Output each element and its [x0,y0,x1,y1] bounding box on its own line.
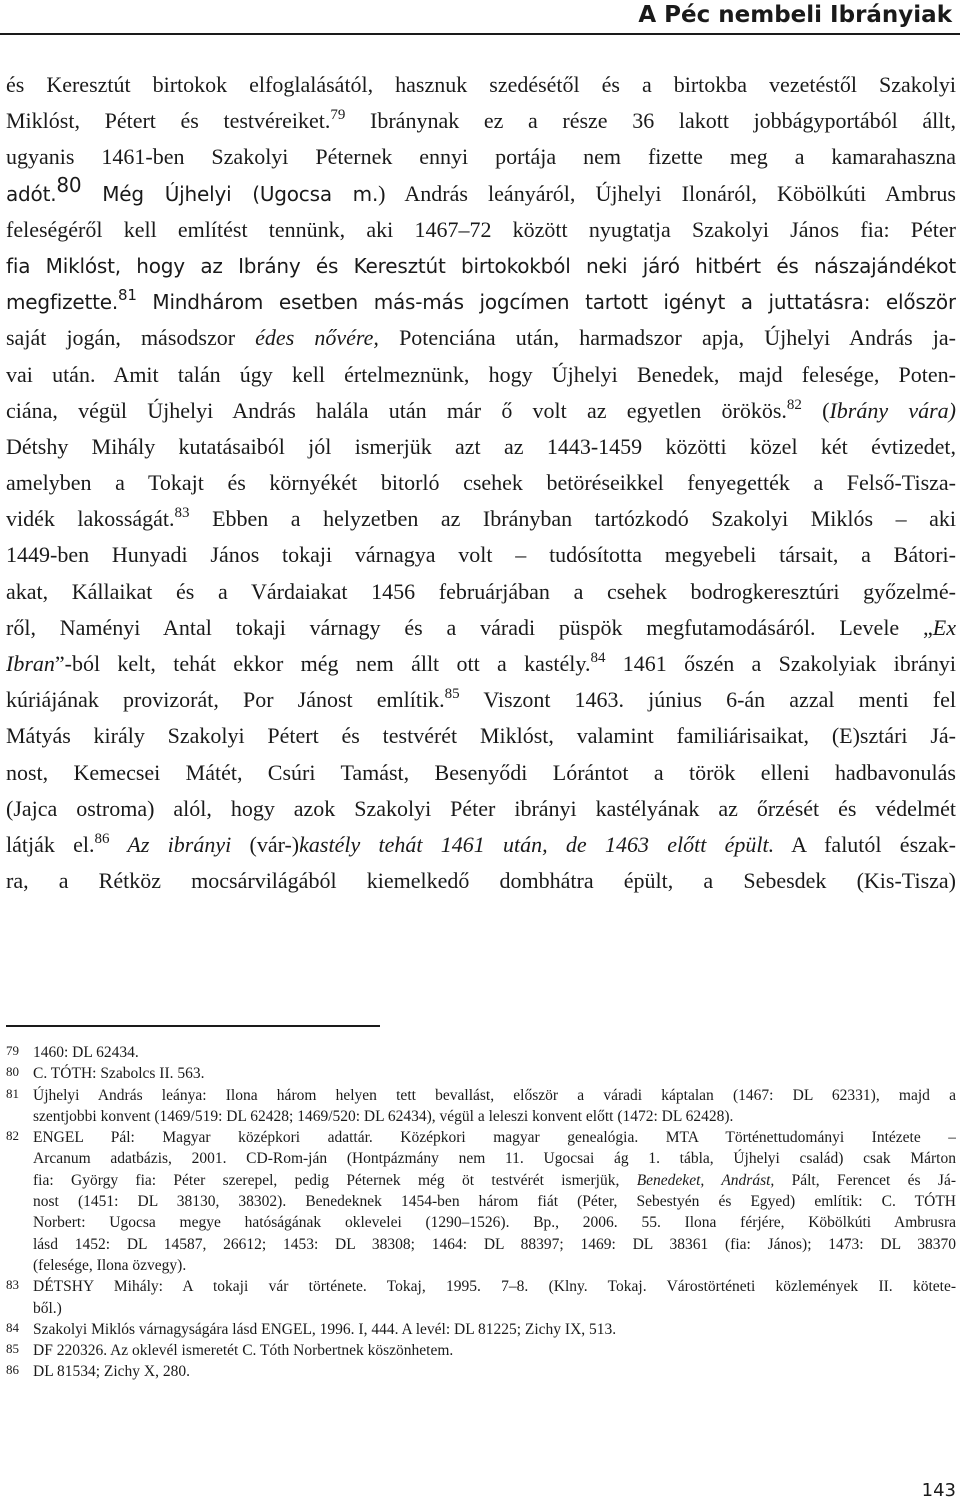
text-run: A falutól észak- [774,831,956,857]
text-line [6,139,956,175]
running-header [0,0,960,40]
text-run: és Keresztút birtokok elfoglalásától, hasznuk szedésétől és a birtokba vezetéstől Szakolyi [6,72,956,97]
italic-run: kastély tehát 1461 után, de 1463 előtt épült. [299,831,775,857]
text-run: ( [801,397,830,423]
footnote-line: C. TÓTH: Szabolcs II. 563. [33,1065,205,1083]
footnote-number: 81 [6,1085,19,1101]
footnote-line: ből.) [33,1299,62,1317]
footnote-line: Szakolyi Miklós várnagyságára lásd ENGEL, 1996. I, 444. A levél: DL 81225; Zichy IX, 513. [33,1320,617,1338]
text-run: (Jajca ostroma) alól, hogy azok Szakolyi Péter ibrányi kastélyának az őrzését és védelmét [6,795,956,821]
page-number: 143 [921,1480,956,1501]
text-run: 1461 őszén a Szakolyiak ibrányi [605,651,956,676]
footnote-ref-79[interactable]: 79 [330,107,346,124]
text-run: nost, Kemecsei Mátét, Csúri Tamást, Besenyődi Lórántot a török elleni hadbavonulás [6,759,956,785]
text-run: látják el. [6,831,95,857]
text-run: vidék lakosságát. [6,506,175,532]
text-run: Potenciána után, harmadszor apja, Újhelyi András ja- [378,325,956,351]
text-line [6,574,956,610]
footnote-number: 79 [6,1043,19,1058]
text-line [6,646,956,682]
italic-run: Ibran [6,651,55,676]
footnote-number: 80 [6,1064,19,1080]
footnote-ref-80[interactable]: 80 [56,175,82,197]
text-run: amelyben a Tokajt és környékét bitorló csehek betöréseikkel fenyegették a Felső-Tisza- [6,470,956,496]
text-run: Miklóst, Pétert és testvéreiket. [6,108,331,134]
footnote-82 [6,1127,956,1276]
footnote-line: DL 81534; Zichy X, 280. [33,1363,190,1381]
text-line [6,176,956,212]
footnote-line: Norbert: Ugocsa megye hatóságának oklevelei (1290–1526). Bp., 2006. 55. Ilona férjére, Köbölkúti Ambrusra [33,1214,956,1232]
italic-run: édes nővére, [255,325,379,351]
footnote-line: 1460: DL 62434. [33,1044,139,1061]
italic-run: Benedeket, Andrást, [636,1171,775,1189]
text-line [6,610,956,646]
text-run: fia Miklóst, hogy az Ibrány és Keresztút birtokokból neki járó hitbért és nászajándékot [6,253,956,278]
footnote-line: Újhelyi András leánya: Ilona három helyen tett bevallást, először a váradi káptalan (1467: DL 62331), majd a [33,1086,956,1104]
text-line [6,212,956,248]
footnote-ref-85[interactable]: 85 [444,686,460,703]
text-run: Mindhárom esetben más-más jogcímen tartott igényt a juttatásra: először [136,290,956,315]
text-run: ) András leányáról, Újhelyi Ilonáról, Köbölkúti Ambrus [378,180,956,206]
footnote-number: 83 [6,1277,19,1293]
text-run: kúriájának provizorát, Por Jánost említik. [6,687,445,713]
text-run: Détshy Mihály kutatásaiból jól ismerjük azt az 1443-1459 közötti közel két évtizedet, [6,433,956,459]
text-run: fia: György fia: Péter szerepel, pedig Péternek még öt testvérét ismerjük, [33,1171,637,1189]
footnote-ref-84[interactable]: 84 [590,650,606,666]
footnote-line: DÉTSHY Mihály: A tokaji vár története. Tokaj, 1995. 7–8. (Klny. Tokaj. Várostörténeti közlemények II. kötete- [33,1278,956,1296]
text-line [6,284,956,320]
text-run: Ibránynak ez a része 36 lakott jobbágyportából állt, [345,108,956,134]
text-line [6,248,956,284]
footnote-ref-82[interactable]: 82 [786,396,802,413]
text-run: saját jogán, másodszor [6,325,256,351]
text-line [6,103,956,139]
text-line [6,393,956,429]
text-run: feleségéről kell említést tennünk, aki 1467–72 között nyugtatja Szakolyi János fia: Péter [6,216,956,242]
footnote-line: szentjobbi konvent (1469/519: DL 62428; 1469/520: DL 62434), végül a leleszi konvent előtt (1472: DL 62428). [33,1107,734,1125]
italic-run: Ex [932,614,956,640]
text-run: (vár-) [231,831,300,857]
text-line [6,863,956,899]
footnote-line: nost (1451: DL 38130, 38302). Benedeknek 1454-ben három fiát (Péter, Sebestyén és Egyed) említik: C. TÓTH [33,1193,956,1211]
text-line [6,67,956,103]
running-title: A Péc nembeli Ibrányiak [638,2,952,28]
text-run: ra, a Rétköz mocsárvilágából kiemelkedő dombhátra épült, a Sebesdek (Kis-Tisza) [6,868,956,894]
footnote-85 [6,1340,956,1361]
main-text [6,67,956,899]
text-line [6,827,956,863]
text-line [6,682,956,718]
footnote-ref-81[interactable]: 81 [118,286,137,305]
text-run: ről, Naményi Antal tokaji várnagy és a váradi püspök megfutamodásáról. Levele „ [6,614,933,640]
text-run: Pált, Ferencet és Já- [774,1171,956,1189]
text-run: 1449-ben Hunyadi János tokaji várnagya volt – tudósította megyebeli társait, a Bátori- [6,542,956,568]
header-rule [0,33,960,35]
footnote-line: Arcanum adatbázis, 2001. CD-Rom-ján (Hontpázmány nem 11. Ugocsai ág 1. tábla, Újhelyi család) csak Márton [33,1150,956,1168]
footnote-80 [6,1063,956,1084]
text-line [6,755,956,791]
footnote-line: (felesége, Ilona özvegy). [33,1256,187,1274]
text-line [6,320,956,356]
footnote-86 [6,1361,956,1382]
footnote-ref-83[interactable]: 83 [174,505,190,522]
footnote-number: 84 [6,1319,19,1335]
text-line [6,465,956,501]
text-run: ciána, végül Újhelyi András halála után már ő volt az egyetlen örökös. [6,397,787,423]
text-run: vai után. Amit talán úgy kell értelmeznünk, hogy Újhelyi Benedek, majd felesége, Poten- [6,361,956,387]
text-run: Mátyás király Szakolyi Pétert és testvérét Miklóst, valamint familiárisaikat, (E)sztári Já- [6,723,956,749]
footnote-81 [6,1085,956,1128]
footnote-number: 86 [6,1362,19,1378]
footnote-ref-86[interactable]: 86 [94,830,110,847]
text-line [6,429,956,465]
footnote-83 [6,1276,956,1319]
text-run: ”-ból kelt, tehát ekkor még nem állt ott a kastély. [54,651,591,676]
italic-run: Ibrány vára) [829,397,956,423]
text-run: megfizette. [6,290,119,315]
footnote-line: lásd 1452: DL 14587, 26612; 1453: DL 38308; 1464: DL 88397; 1469: DL 38361 (fia: János); 1473: DL 38370 [33,1235,956,1253]
text-line [6,791,956,827]
italic-run: Az ibrányi [109,831,232,857]
footnote-number: 82 [6,1128,19,1144]
text-run: Még Újhelyi (Ugocsa m. [81,181,379,206]
footnote-84 [6,1319,956,1340]
footnotes [6,1042,956,1383]
text-run: akat, Kállaikat és a Várdaiakat 1456 februárjában a csehek bodrogkeresztúri győzelmé- [6,578,956,604]
footnote-line: ENGEL Pál: Magyar középkori adattár. Középkori magyar genealógia. MTA Történettudományi Intézete – [33,1129,956,1147]
footnote-separator [6,1025,380,1027]
text-line [6,357,956,393]
text-run: ugyanis 1461-ben Szakolyi Péternek ennyi portája nem fizette meg a kamarahaszna [6,144,956,170]
text-line [6,501,956,537]
text-run: Viszont 1463. június 6-án azzal menti fel [459,687,956,713]
footnote-line [33,1170,956,1191]
text-line [6,537,956,573]
footnote-line: DF 220326. Az oklevél ismeretét C. Tóth Norbertnek köszönhetem. [33,1342,454,1360]
text-run: Ebben a helyzetben az Ibrányban tartózkodó Szakolyi Miklós – aki [189,506,956,532]
text-run: adót. [6,181,57,206]
text-line [6,718,956,754]
footnote-number: 85 [6,1341,19,1357]
footnote-79 [6,1042,956,1063]
